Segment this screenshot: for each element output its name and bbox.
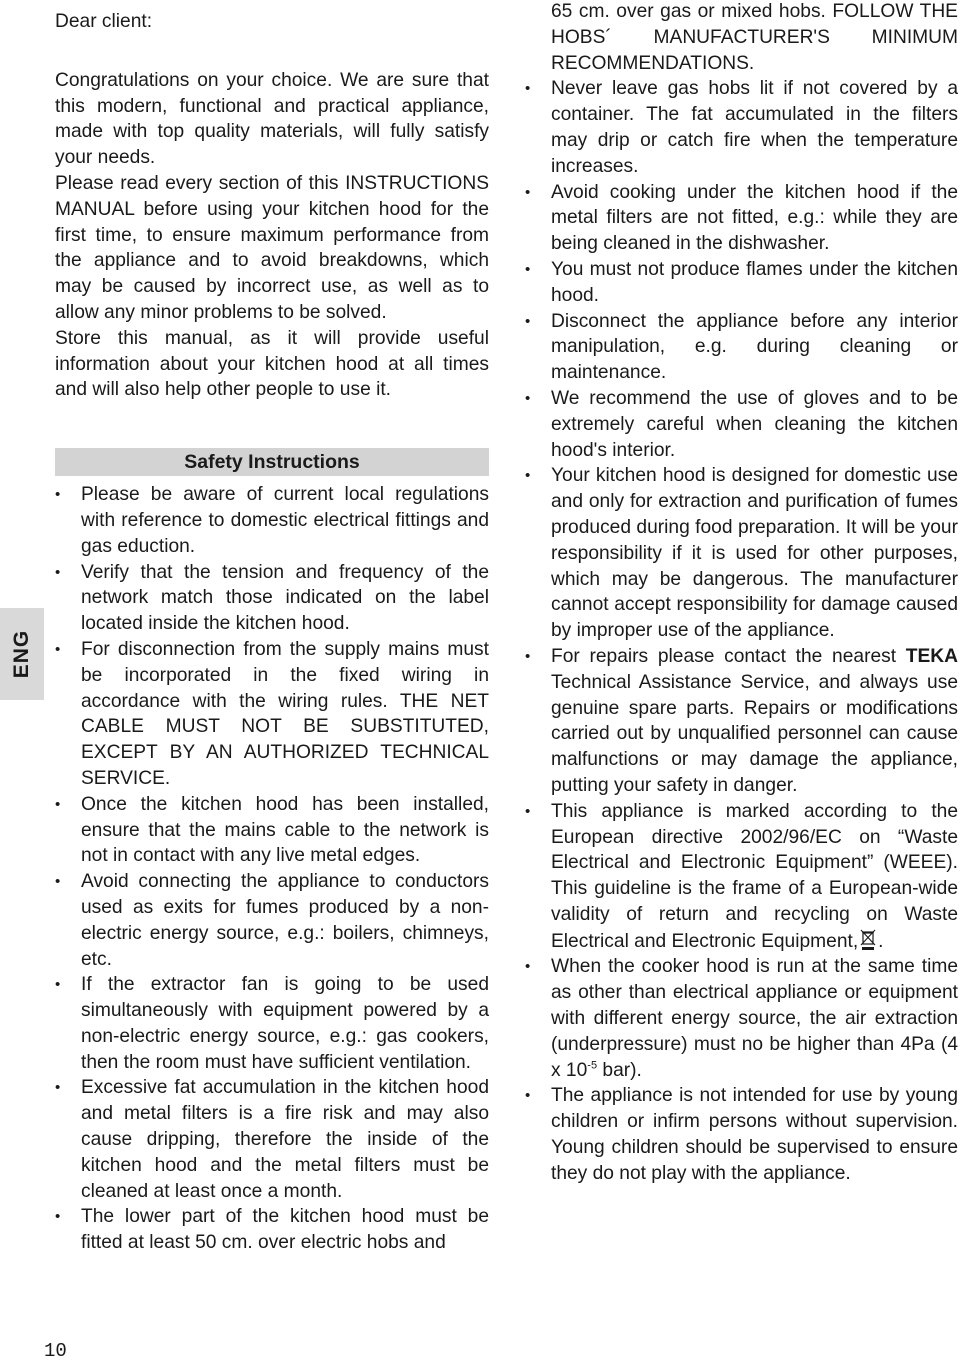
safety-item: • Avoid cooking under the kitchen hood if the metal filters are not fitted, e.g.: while they are being cleaned in the dishwasher. — [525, 180, 958, 257]
safety-item: • Excessive fat accumulation in the kitchen hood and metal filters is a fire risk and may also cause dripping, therefore the inside of the kitchen hood and the metal filters must be cleaned at least once a month. — [55, 1075, 489, 1204]
safety-item: • The lower part of the kitchen hood must be fitted at least 50 cm. over electric hobs and — [55, 1204, 489, 1256]
pressure-text: When the cooker hood is run at the same time as other than electrical appliance or equipment with different energy source, the air extraction (underpressure) must no be higher than 4Pa (4 x 10 — [551, 956, 958, 1081]
safety-item: • Never leave gas hobs lit if not covered by a container. The fat accumulated in the filters may drip or catch fire when the temperature increases. — [525, 76, 958, 179]
greeting: Dear client: — [55, 11, 153, 32]
safety-item: • Verify that the tension and frequency of the network match those indicated on the label located inside the kitchen hood. — [55, 560, 489, 637]
safety-item: • You must not produce flames under the kitchen hood. — [525, 257, 958, 309]
safety-item: • Disconnect the appliance before any interior manipulation, e.g. during cleaning or maintenance. — [525, 309, 958, 386]
crossed-bin-icon — [860, 928, 876, 950]
weee-end: . — [878, 930, 884, 952]
right-column — [525, 0, 958, 1187]
safety-item: • If the extractor fan is going to be used simultaneously with equipment powered by a non-electric energy source, e.g.: gas cookers, then the room must have sufficient ventilation. — [55, 972, 489, 1075]
safety-item-weee — [525, 799, 958, 955]
safety-item: • Avoid connecting the appliance to conductors used as exits for fumes produced by a non-electric energy source, e.g.: boilers, chimneys, etc. — [55, 869, 489, 972]
safety-item-children: • The appliance is not intended for use by young children or infirm persons without supervision. Young children should be supervised to ensure they do not play with the appliance. — [525, 1083, 958, 1186]
pressure-end: bar). — [597, 1059, 642, 1081]
safety-item: • We recommend the use of gloves and to be extremely careful when cleaning the kitchen hood's interior. — [525, 386, 958, 463]
language-tab — [0, 608, 44, 700]
safety-item: • For disconnection from the supply mains must be incorporated in the fixed wiring in accordance with the wiring rules. THE NET CABLE MUST NOT BE SUBSTITUTED, EXCEPT BY AN AUTHORIZED TECHNICAL SERVICE. — [55, 637, 489, 792]
repairs-text-after: Technical Assistance Service, and always use genuine spare parts. Repairs or modifications carried out by unqualified personnel can cause malfunctions or may damage the appliance, putting your safety in danger. — [551, 671, 958, 796]
weee-text: This appliance is marked according to the European directive 2002/96/EC on “Waste Electrical and Electronic Equipment” (WEEE). This guideline is the frame of a European-wide validity of return and recycling on Waste Electrical and Electronic Equipment, — [551, 800, 958, 952]
safety-item-continuation: 65 cm. over gas or mixed hobs. FOLLOW THE HOBS´ MANUFACTURER'S MINIMUM RECOMMENDATIONS. — [551, 1, 958, 74]
brand-name: TEKA — [905, 645, 958, 667]
section-title: Safety Instructions — [55, 448, 489, 476]
repairs-text-before: For repairs please contact the nearest — [551, 645, 906, 667]
left-column — [55, 0, 489, 1256]
intro-paragraph-3: Store this manual, as it will provide useful information about your kitchen hood at all times and will also help other people to use it. — [55, 327, 489, 401]
pressure-exponent: -5 — [587, 1059, 598, 1072]
safety-list-right — [525, 76, 958, 1186]
safety-item: • Once the kitchen hood has been installed, ensure that the mains cable to the network is not in contact with any live metal edges. — [55, 792, 489, 869]
safety-item: • Your kitchen hood is designed for domestic use and only for extraction and purification of fumes produced during food preparation. It will be your responsibility if it is used for other purposes, which may be dangerous. The manufacturer cannot accept responsibility for damage caused by improper use of the appliance. — [525, 463, 958, 644]
safety-item: • Please be aware of current local regulations with reference to domestic electrical fittings and gas eduction. — [55, 482, 489, 559]
language-label: ENG — [10, 629, 33, 679]
safety-item-pressure — [525, 954, 958, 1083]
safety-item-repairs — [525, 644, 958, 799]
safety-list-left — [55, 482, 489, 1256]
page-number: 10 — [44, 1340, 67, 1362]
intro-paragraph-2: Please read every section of this INSTRUCTIONS MANUAL before using your kitchen hood for the first time, to ensure maximum performance from the appliance and to avoid breakdowns, which may be caused by incorrect use, as well as to allow any minor problems to be solved. — [55, 172, 489, 323]
intro-paragraph-1: Congratulations on your choice. We are sure that this modern, functional and practical appliance, made with top quality materials, will fully satisfy your needs. — [55, 69, 489, 169]
